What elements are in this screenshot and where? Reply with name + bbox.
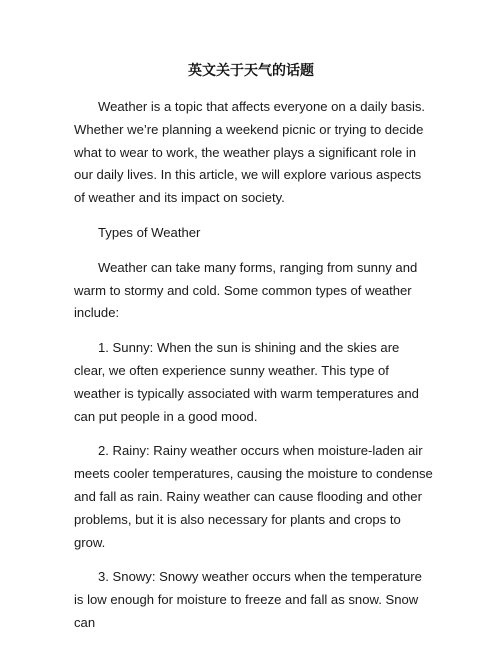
types-intro-paragraph: Weather can take many forms, ranging from sunny and warm to stormy and cold. Some common types of weather include: — [74, 259, 418, 321]
document-title: 英文关于天气的话题 — [188, 63, 314, 79]
intro-paragraph: Weather is a topic that affects everyone on a daily basis. Whether we’re planning a weekend picnic or trying to decide what to wear to work, the weather plays a significant role in our daily lives. In this article, we will explore various aspects of weather and its impact on society. — [74, 99, 426, 206]
rainy-paragraph: 2. Rainy: Rainy weather occurs when moisture-laden air meets cooler temperatures, causing the moisture to condense and fall as rain. Rainy weather can cause flooding and other problems, but it is also necessary for plants and crops to grow. — [74, 443, 433, 550]
section-heading-types-of-weather: Types of Weather — [98, 224, 201, 240]
sunny-paragraph: 1. Sunny: When the sun is shining and the skies are clear, we often experience sunny weather. This type of weather is typically associated with warm temperatures and can put people in a good mood. — [74, 340, 419, 424]
document-body — [74, 96, 434, 647]
snowy-paragraph: 3. Snowy: Snowy weather occurs when the temperature is low enough for moisture to freeze and fall as snow. Snow can — [74, 569, 422, 630]
